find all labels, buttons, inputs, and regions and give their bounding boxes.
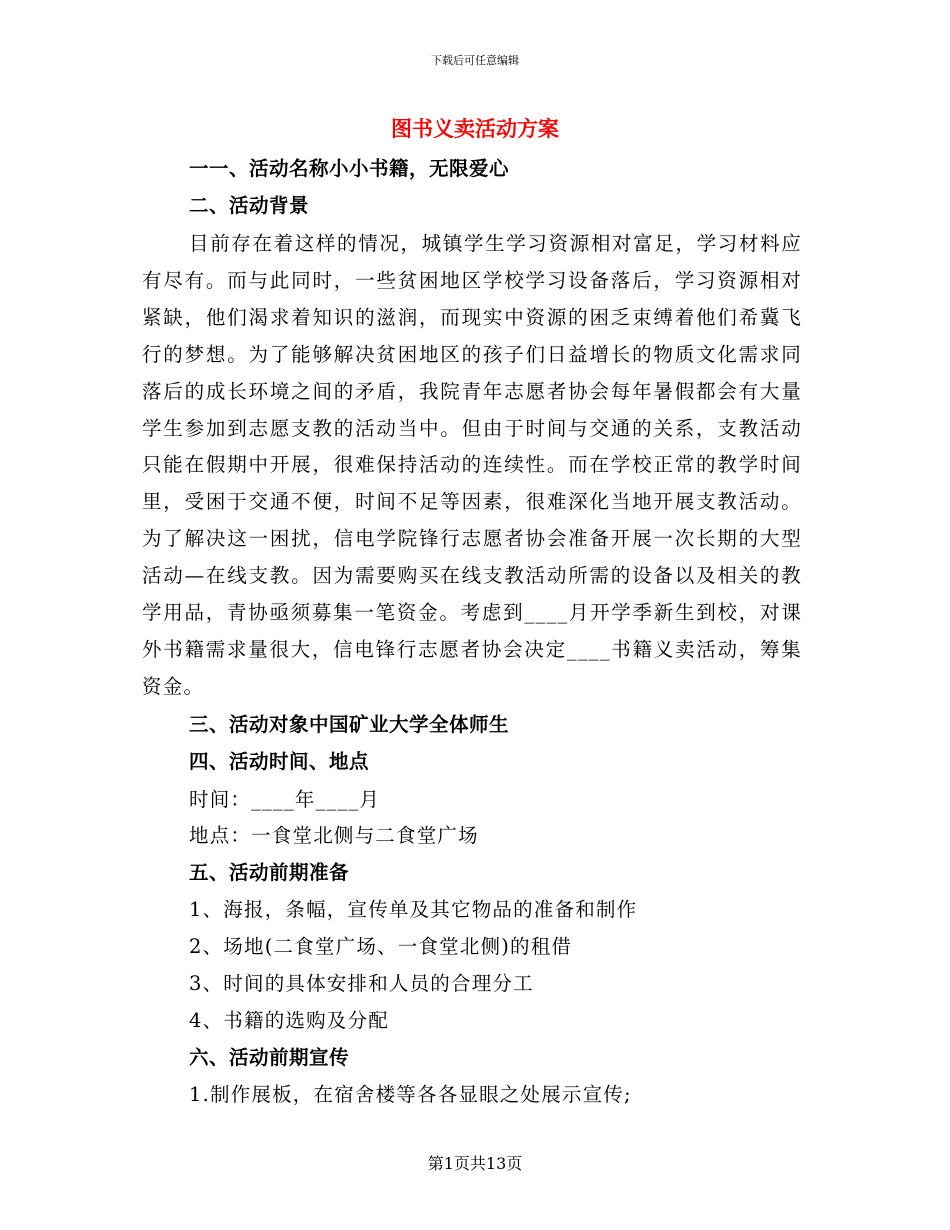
section-heading-5: 五、活动前期准备 — [189, 861, 350, 884]
prep-item-4: 4、书籍的选购及分配 — [189, 1009, 389, 1032]
section-heading-1: 一一、活动名称小小书籍，无限爱心 — [189, 157, 510, 180]
prep-item-3: 3、时间的具体安排和人员的合理分工 — [189, 972, 534, 995]
prep-item-2: 2、场地(二食堂广场、一食堂北侧)的租借 — [189, 935, 573, 958]
section-heading-4: 四、活动时间、地点 — [189, 750, 370, 773]
document-title: 图书义卖活动方案 — [391, 116, 559, 141]
section-heading-2: 二、活动背景 — [189, 194, 310, 217]
section-heading-3: 三、活动对象中国矿业大学全体师生 — [189, 713, 510, 736]
event-place: 地点：一食堂北侧与二食堂广场 — [189, 824, 479, 847]
page-header: 下载后可任意编辑 — [431, 54, 519, 67]
prep-item-1: 1、海报，条幅，宣传单及其它物品的准备和制作 — [189, 898, 638, 921]
page-footer: 第1页共13页 — [427, 1154, 523, 1173]
event-time: 时间：____年____月 — [189, 788, 381, 811]
section-heading-6: 六、活动前期宣传 — [189, 1046, 350, 1069]
background-paragraph: 目前存在着这样的情况，城镇学生学习资源相对富足，学习材料应有尽有。而与此同时，一些贫困地区学校学习设备落后，学习资源相对紧缺，他们渴求着知识的滋润，而现实中资源的困乏束缚着他们希冀飞行的梦想。为了能够解决贫困地区的孩子们日益增长的物质文化需求同落后的成长环境之间的矛盾，我院青年志愿者协会每年暑假都会有大量学生参加到志愿支教的活动当中。但由于时间与交通的关系，支教活动只能在假期中开展，很难保持活动的连续性。而在学校正常的教学时间里，受困于交通不便，时间不足等因素，很难深化当地开展支教活动。为了解决这一困扰，信电学院锋行志愿者协会准备开展一次长期的大型活动—在线支教。因为需要购买在线支教活动所需的设备以及相关的教学用品，青协亟须募集一笔资金。考虑到____月开学季新生到校，对课外书籍需求量很大，信电锋行志愿者协会决定____书籍义卖活动，筹集资金。 — [142, 232, 802, 698]
promo-item-1: 1.制作展板，在宿舍楼等各各显眼之处展示宣传; — [189, 1083, 632, 1106]
